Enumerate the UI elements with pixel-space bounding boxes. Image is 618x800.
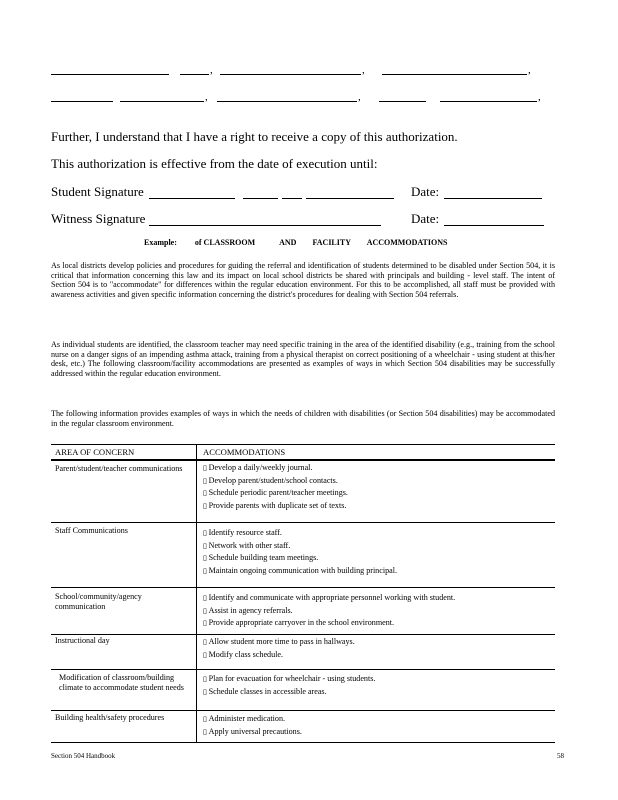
accommodation-item: ▯ Provide appropriate carryover in the school environment.: [203, 617, 549, 630]
examples-paragraph: The following information provides examples of ways in which the needs of children with disabilities (or Section 504 disabilities) may be accommodated in the regular classroom environment.: [51, 409, 555, 428]
comma: ,: [358, 91, 361, 103]
blank-line[interactable]: [382, 74, 527, 75]
example-title-word: AND: [279, 238, 297, 247]
accommodation-item: ▯ Apply universal precautions.: [203, 726, 549, 739]
example-title-word: ACCOMMODATIONS: [366, 238, 448, 247]
student-signature-line[interactable]: [149, 198, 235, 199]
example-title-word: of CLASSROOM: [194, 238, 256, 247]
area-cell: Staff Communications: [51, 523, 197, 587]
accommodation-item: ▯ Schedule classes in accessible areas.: [203, 686, 549, 699]
column-header-accommodations: ACCOMMODATIONS: [203, 447, 286, 457]
accommodations-cell: [197, 588, 555, 634]
comma: ,: [528, 64, 531, 76]
witness-date-label: Date:: [411, 211, 440, 226]
blank-line[interactable]: [440, 101, 537, 102]
blank-line[interactable]: [379, 101, 426, 102]
accommodation-item: ▯ Modify class schedule.: [203, 649, 549, 662]
comma: ,: [205, 91, 208, 103]
comma: ,: [210, 64, 213, 76]
blank-line[interactable]: [51, 74, 169, 75]
student-signature-line[interactable]: [306, 198, 394, 199]
blank-line[interactable]: [217, 101, 357, 102]
accommodation-item: ▯ Network with other staff.: [203, 540, 549, 553]
area-cell: Parent/student/teacher communications: [51, 461, 197, 522]
accommodation-item: ▯ Schedule periodic parent/teacher meetings.: [203, 487, 549, 500]
accommodations-cell: [197, 461, 555, 522]
accommodation-item: ▯ Identify resource staff.: [203, 527, 549, 540]
student-date-label: Date:: [411, 184, 440, 199]
blank-line[interactable]: [220, 74, 361, 75]
right-to-copy-statement: Further, I understand that I have a right to receive a copy of this authorization.: [51, 129, 458, 144]
comma: ,: [362, 64, 365, 76]
table-header-row: [51, 445, 555, 461]
table-row: [51, 588, 555, 635]
table-row: [51, 635, 555, 670]
witness-date-line[interactable]: [444, 225, 544, 226]
footer-handbook-title: Section 504 Handbook: [51, 752, 116, 760]
area-cell: Modification of classroom/building climate to accommodate student needs: [51, 670, 197, 710]
area-cell: Instructional day: [51, 635, 197, 669]
area-cell: Building health/safety procedures: [51, 711, 197, 742]
witness-signature-line[interactable]: [149, 225, 381, 226]
student-signature-line[interactable]: [243, 198, 278, 199]
witness-signature-label: Witness Signature: [51, 211, 146, 226]
accommodation-item: ▯ Identify and communicate with appropriate personnel working with student.: [203, 592, 549, 605]
student-date-line[interactable]: [444, 198, 542, 199]
accommodation-item: ▯ Plan for evacuation for wheelchair - using students.: [203, 673, 549, 686]
accommodation-item: ▯ Develop a daily/weekly journal.: [203, 462, 549, 475]
column-header-area: AREA OF CONCERN: [51, 445, 197, 459]
example-title-word: Example:: [144, 238, 177, 247]
table-row: [51, 523, 555, 588]
accommodations-cell: [197, 711, 555, 742]
comma: ,: [538, 91, 541, 103]
example-title: [144, 238, 447, 247]
accommodation-item: ▯ Schedule building team meetings.: [203, 552, 549, 565]
table-row: [51, 711, 555, 743]
accommodation-item: ▯ Develop parent/student/school contacts.: [203, 475, 549, 488]
accommodations-cell: [197, 670, 555, 710]
blank-line[interactable]: [51, 101, 113, 102]
accommodation-item: ▯ Provide parents with duplicate set of texts.: [203, 500, 549, 513]
effective-date-statement: This authorization is effective from the date of execution until:: [51, 156, 378, 171]
area-cell: School/community/agency communication: [51, 588, 197, 634]
student-signature-line[interactable]: [282, 198, 302, 199]
example-title-word: FACILITY: [312, 238, 351, 247]
training-paragraph: As individual students are identified, the classroom teacher may need specific training in the area of the identified disability (e.g., training from the school nurse on a danger signs of an impending asthma attack, training from a physical therapist on correct positioning of a wheelchair - using student at this/her desk, etc.) The following classroom/facility accommodations are presented as examples of ways in which Section 504 disabilities may be successfully addressed within the regular education environment.: [51, 340, 555, 378]
footer-page-number: 58: [557, 752, 564, 760]
blank-line[interactable]: [180, 74, 209, 75]
intro-paragraph: As local districts develop policies and procedures for guiding the referral and identification of students determined to be disabled under Section 504, it is critical that information concerning this law and its impact on local school districts be shared with principals and building - level staff. The intent of Section 504 is to "accommodate" for differences within the regular education environment. For this to be accomplished, all staff must be provided with awareness activities and given specific information concerning the district's procedures for dealing with Section 504 referrals.: [51, 261, 555, 299]
accommodations-table: [51, 444, 555, 743]
accommodations-cell: [197, 523, 555, 587]
blank-line[interactable]: [120, 101, 204, 102]
student-signature-label: Student Signature: [51, 184, 144, 199]
table-row: [51, 670, 555, 711]
accommodations-cell: [197, 635, 555, 669]
accommodation-item: ▯ Administer medication.: [203, 713, 549, 726]
table-row: [51, 461, 555, 523]
accommodation-item: ▯ Maintain ongoing communication with building principal.: [203, 565, 549, 578]
accommodation-item: ▯ Assist in agency referrals.: [203, 605, 549, 618]
accommodation-item: ▯ Allow student more time to pass in hallways.: [203, 636, 549, 649]
